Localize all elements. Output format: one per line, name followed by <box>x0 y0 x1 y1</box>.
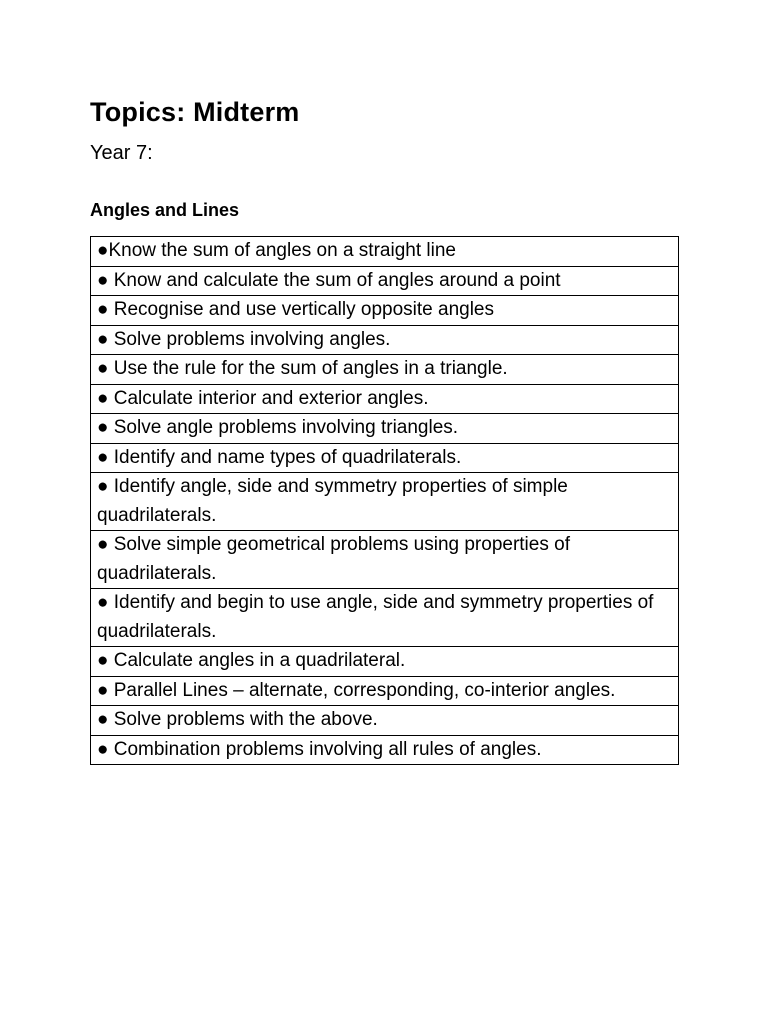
table-row <box>91 473 679 531</box>
table-row <box>91 296 679 326</box>
page-title: Topics: Midterm <box>90 97 300 127</box>
table-row <box>91 589 679 647</box>
table-row <box>91 676 679 706</box>
table-row <box>91 414 679 444</box>
topic-cell: ● Solve problems involving angles. <box>91 325 679 355</box>
topic-cell: ● Know and calculate the sum of angles around a point <box>91 266 679 296</box>
table-row <box>91 735 679 765</box>
table-row <box>91 706 679 736</box>
section-heading: Angles and Lines <box>90 200 240 220</box>
topics-table <box>90 236 679 765</box>
topic-cell: ● Solve simple geometrical problems using properties of quadrilaterals. <box>91 531 679 589</box>
table-row <box>91 266 679 296</box>
topic-cell: ● Solve problems with the above. <box>91 706 679 736</box>
table-row <box>91 325 679 355</box>
year-label: Year 7: <box>90 142 153 164</box>
table-row <box>91 531 679 589</box>
topic-cell: ● Combination problems involving all rules of angles. <box>91 735 679 765</box>
topic-cell: ● Calculate angles in a quadrilateral. <box>91 647 679 677</box>
topic-cell: ● Calculate interior and exterior angles. <box>91 384 679 414</box>
topic-cell: ● Identify and begin to use angle, side and symmetry properties of quadrilaterals. <box>91 589 679 647</box>
table-row <box>91 443 679 473</box>
table-row <box>91 237 679 267</box>
topic-cell: ● Parallel Lines – alternate, corresponding, co-interior angles. <box>91 676 679 706</box>
table-row <box>91 384 679 414</box>
topic-cell: ● Use the rule for the sum of angles in a triangle. <box>91 355 679 385</box>
topic-cell: ● Identify angle, side and symmetry properties of simple quadrilaterals. <box>91 473 679 531</box>
topic-cell: ●Know the sum of angles on a straight line <box>91 237 679 267</box>
topic-cell: ● Recognise and use vertically opposite angles <box>91 296 679 326</box>
table-row <box>91 647 679 677</box>
topic-cell: ● Identify and name types of quadrilaterals. <box>91 443 679 473</box>
topic-cell: ● Solve angle problems involving triangles. <box>91 414 679 444</box>
table-row <box>91 355 679 385</box>
